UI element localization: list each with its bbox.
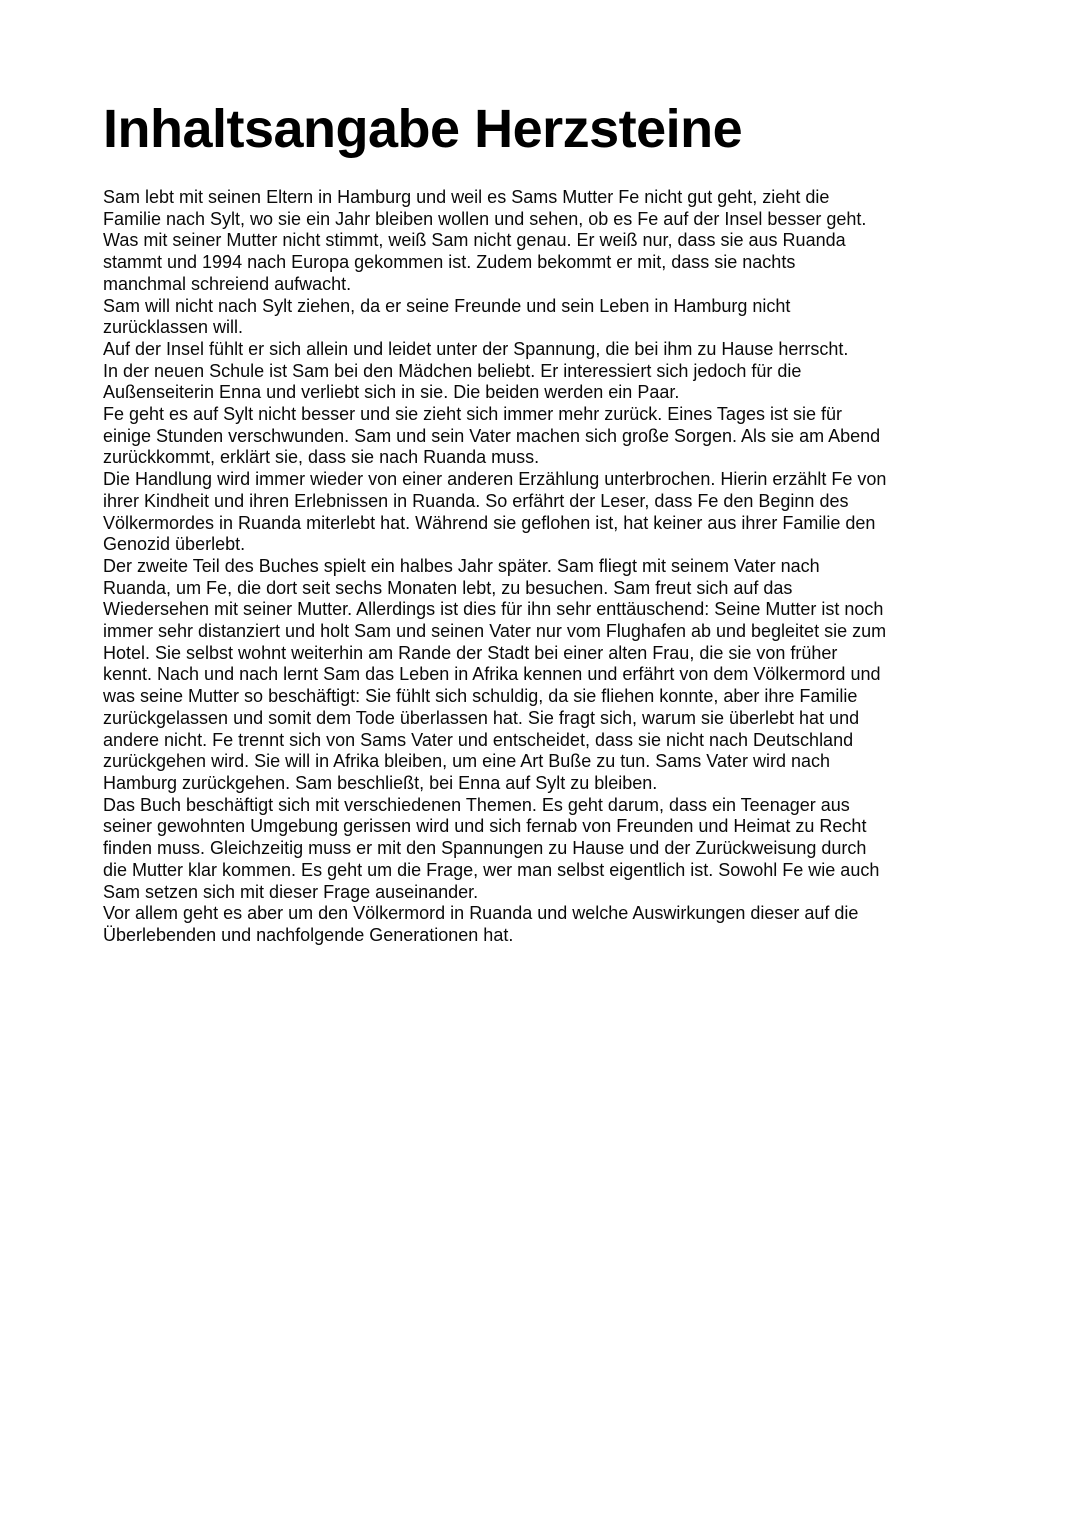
body-line: Fe geht es auf Sylt nicht besser und sie zieht sich immer mehr zurück. Eines Tages ist sie für bbox=[103, 404, 842, 425]
body-line: Sam lebt mit seinen Eltern in Hamburg und weil es Sams Mutter Fe nicht gut geht, zieht die bbox=[103, 187, 830, 207]
body-text bbox=[103, 187, 983, 947]
body-line: Außenseiterin Enna und verliebt sich in sie. Die beiden werden ein Paar. bbox=[103, 382, 680, 403]
body-line: Hotel. Sie selbst wohnt weiterhin am Rande der Stadt bei einer alten Frau, die sie von früher bbox=[103, 642, 838, 663]
body-line: Auf der Insel fühlt er sich allein und leidet unter der Spannung, die bei ihm zu Hause herrscht. bbox=[103, 338, 849, 359]
page-title: Inhaltsangabe Herzsteine bbox=[103, 99, 743, 159]
body-line: Familie nach Sylt, wo sie ein Jahr bleiben wollen und sehen, ob es Fe auf der Insel besser geht. bbox=[103, 208, 867, 229]
body-line: manchmal schreiend aufwacht. bbox=[103, 273, 352, 294]
body-line: Genozid überlebt. bbox=[103, 534, 246, 555]
body-line: seiner gewohnten Umgebung gerissen wird und sich fernab von Freunden und Heimat zu Recht bbox=[103, 816, 867, 837]
body-line: finden muss. Gleichzeitig muss er mit den Spannungen zu Hause und der Zurückweisung durch bbox=[103, 838, 867, 859]
body-line: was seine Mutter so beschäftigt: Sie fühlt sich schuldig, da sie fliehen konnte, aber ihre Familie bbox=[103, 686, 858, 707]
body-line: Wiedersehen mit seiner Mutter. Allerdings ist dies für ihn sehr enttäuschend: Seine Mutter ist noch bbox=[103, 599, 884, 620]
body-line: zurückgehen wird. Sie will in Afrika bleiben, um eine Art Buße zu tun. Sams Vater wird nach bbox=[103, 751, 831, 772]
body-line: immer sehr distanziert und holt Sam und seinen Vater nur vom Flughafen ab und begleitet sie zum bbox=[103, 621, 887, 642]
body-line: ihrer Kindheit und ihren Erlebnissen in Ruanda. So erfährt der Leser, dass Fe den Beginn des bbox=[103, 490, 849, 511]
body-line: zurückgelassen und somit dem Tode überlassen hat. Sie fragt sich, warum sie überlebt hat und bbox=[103, 707, 860, 728]
body-line: Hamburg zurückgehen. Sam beschließt, bei Enna auf Sylt zu bleiben. bbox=[103, 772, 658, 793]
body-line: Vor allem geht es aber um den Völkermord in Ruanda und welche Auswirkungen dieser auf die bbox=[103, 903, 859, 924]
body-line: stammt und 1994 nach Europa gekommen ist. Zudem bekommt er mit, dass sie nachts bbox=[103, 252, 796, 273]
body-line: andere nicht. Fe trennt sich von Sams Vater und entscheidet, dass sie nicht nach Deutschland bbox=[103, 729, 854, 750]
body-line: einige Stunden verschwunden. Sam und sein Vater machen sich große Sorgen. Als sie am Abend bbox=[103, 425, 881, 446]
body-line: Überlebenden und nachfolgende Generationen hat. bbox=[103, 924, 514, 945]
body-line: Der zweite Teil des Buches spielt ein halbes Jahr später. Sam fliegt mit seinem Vater nach bbox=[103, 555, 820, 576]
body-line: kennt. Nach und nach lernt Sam das Leben in Afrika kennen und erfährt von dem Völkermord und bbox=[103, 664, 881, 685]
body-line: Völkermordes in Ruanda miterlebt hat. Während sie geflohen ist, hat keiner aus ihrer Familie den bbox=[103, 512, 876, 533]
body-line: zurückkommt, erklärt sie, dass sie nach Ruanda muss. bbox=[103, 447, 540, 468]
body-line: Was mit seiner Mutter nicht stimmt, weiß Sam nicht genau. Er weiß nur, dass sie aus Ruanda bbox=[103, 230, 846, 251]
body-line: zurücklassen will. bbox=[103, 317, 244, 338]
body-line: Die Handlung wird immer wieder von einer anderen Erzählung unterbrochen. Hierin erzählt Fe von bbox=[103, 469, 887, 490]
body-line: Sam will nicht nach Sylt ziehen, da er seine Freunde und sein Leben in Hamburg nicht bbox=[103, 295, 791, 316]
body-line: Sam setzen sich mit dieser Frage auseinander. bbox=[103, 881, 479, 902]
body-line: In der neuen Schule ist Sam bei den Mädchen beliebt. Er interessiert sich jedoch für die bbox=[103, 360, 802, 381]
body-line: Ruanda, um Fe, die dort seit sechs Monaten lebt, zu besuchen. Sam freut sich auf das bbox=[103, 577, 793, 598]
body-line: Das Buch beschäftigt sich mit verschiedenen Themen. Es geht darum, dass ein Teenager aus bbox=[103, 794, 850, 815]
body-line: die Mutter klar kommen. Es geht um die Frage, wer man selbst eigentlich ist. Sowohl Fe wie auch bbox=[103, 859, 880, 880]
